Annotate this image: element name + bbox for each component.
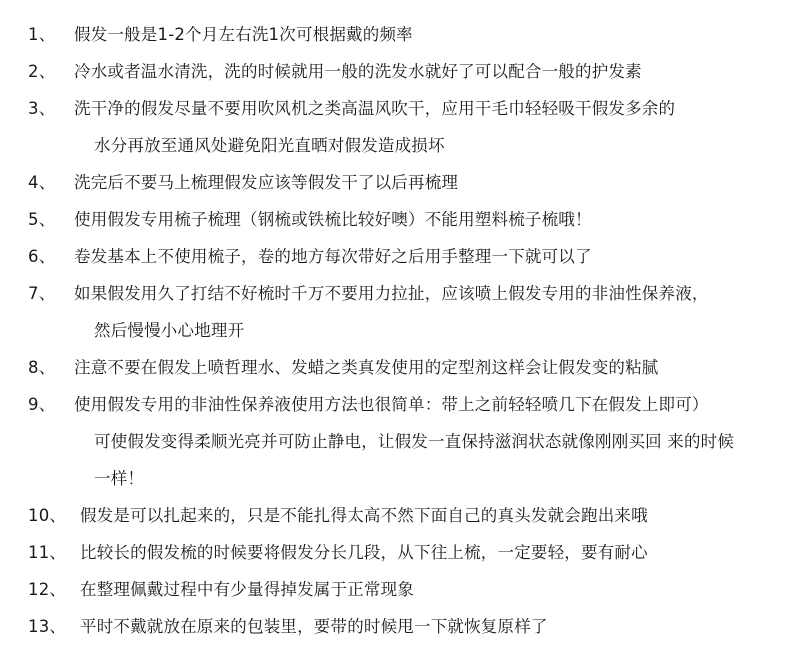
list-item	[28, 201, 770, 238]
list-item-text	[74, 349, 770, 386]
text-line: 假发是可以扎起来的，只是不能扎得太高不然下面自己的真头发就会跑出来哦	[80, 506, 648, 525]
list-item-number: 2、	[28, 62, 56, 81]
list-item-text	[80, 497, 770, 534]
text-line: 水分再放至通风处避免阳光直晒对假发造成损坏	[94, 136, 445, 155]
list-item-number: 13、	[28, 617, 67, 636]
text-line: 使用假发专用的非油性保养液使用方法也很简单：带上之前轻轻喷几下在假发上即可）	[74, 395, 709, 414]
list-item-text	[74, 164, 770, 201]
list-item	[28, 349, 770, 386]
list-item-number: 1、	[28, 25, 56, 44]
list-item-number: 5、	[28, 210, 56, 229]
text-line: 假发一般是1-2个月左右洗1次可根据戴的频率	[74, 25, 413, 44]
list-item	[28, 534, 770, 571]
list-item	[28, 16, 770, 53]
list-item-text	[80, 534, 770, 571]
list-item-number: 11、	[28, 543, 67, 562]
list-item-text	[74, 238, 770, 275]
list-item	[28, 386, 770, 497]
list-item-number: 10、	[28, 506, 67, 525]
list-item-text	[80, 571, 770, 608]
list-item-number: 8、	[28, 358, 56, 377]
text-line: 冷水或者温水清洗，洗的时候就用一般的洗发水就好了可以配合一般的护发素	[74, 62, 642, 81]
list-item-number: 3、	[28, 99, 56, 118]
list-item-text	[74, 53, 770, 90]
list-item	[28, 275, 770, 349]
text-line: 洗完后不要马上梳理假发应该等假发干了以后再梳理	[74, 173, 459, 192]
list-item	[28, 53, 770, 90]
text-line: 平时不戴就放在原来的包装里，要带的时候甩一下就恢复原样了	[80, 617, 548, 636]
list-item-number: 4、	[28, 173, 56, 192]
list-item-text	[74, 275, 770, 349]
text-line: 一样！	[94, 469, 145, 488]
list-item	[28, 571, 770, 608]
list-item-text	[74, 16, 770, 53]
list-item	[28, 497, 770, 534]
list-item-number: 6、	[28, 247, 56, 266]
text-line: 如果假发用久了打结不好梳时千万不要用力拉扯，应该喷上假发专用的非油性保养液，	[74, 284, 709, 303]
text-line: 卷发基本上不使用梳子，卷的地方每次带好之后用手整理一下就可以了	[74, 247, 592, 266]
list-item-text	[74, 90, 770, 164]
text-line: 比较长的假发梳的时候要将假发分长几段，从下往上梳，一定要轻，要有耐心	[80, 543, 648, 562]
list-item	[28, 90, 770, 164]
list-item-number: 9、	[28, 395, 56, 414]
list-item-number: 7、	[28, 284, 56, 303]
text-line: 使用假发专用梳子梳理（钢梳或铁梳比较好噢）不能用塑料梳子梳哦！	[74, 210, 592, 229]
list-item	[28, 238, 770, 275]
list-item-text	[80, 608, 770, 645]
text-line: 可使假发变得柔顺光亮并可防止静电，让假发一直保持滋润状态就像刚刚买回 来的时候	[94, 432, 735, 451]
text-line: 然后慢慢小心地理开	[94, 321, 245, 340]
list-item-text	[74, 386, 770, 497]
list-item	[28, 608, 770, 645]
text-line: 注意不要在假发上喷哲理水、发蜡之类真发使用的定型剂这样会让假发变的粘腻	[74, 358, 659, 377]
text-line: 洗干净的假发尽量不要用吹风机之类高温风吹干，应用干毛巾轻轻吸干假发多余的	[74, 99, 676, 118]
list-item-text	[74, 201, 770, 238]
text-line: 在整理佩戴过程中有少量得掉发属于正常现象	[80, 580, 414, 599]
list-item	[28, 164, 770, 201]
list-item-number: 12、	[28, 580, 67, 599]
